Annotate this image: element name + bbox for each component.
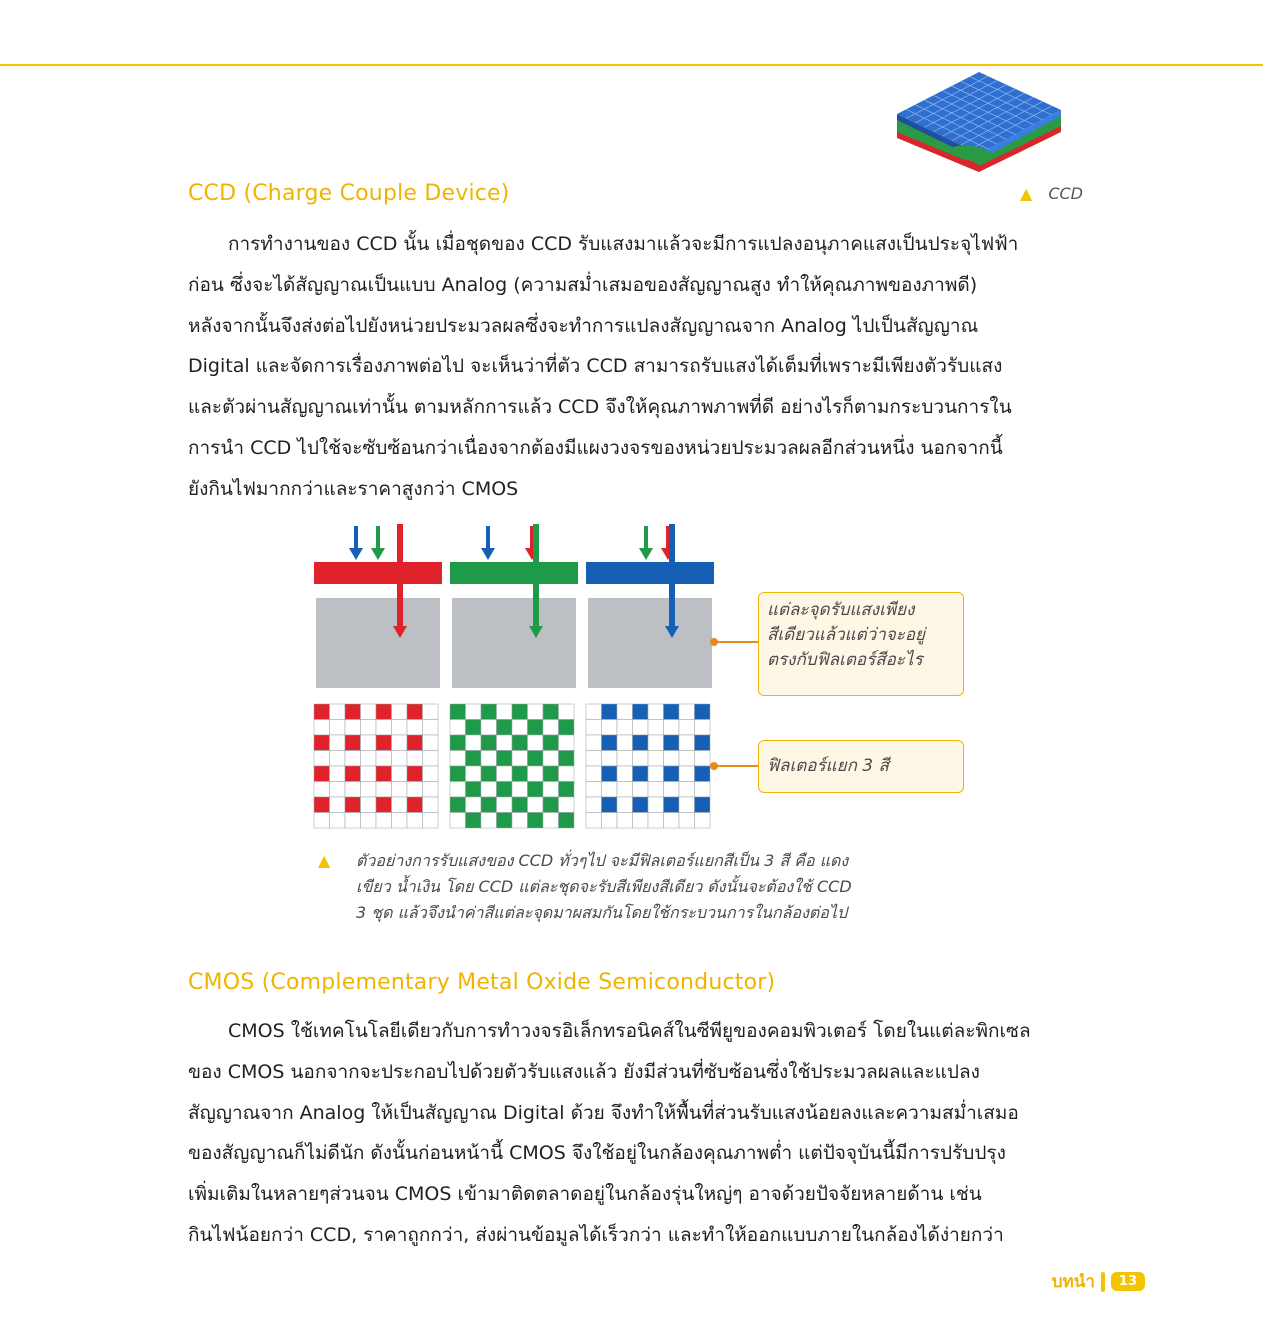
paragraph-line: ยังกินไฟมากกว่าและราคาสูงกว่า CMOS — [188, 477, 519, 500]
filter-cell — [512, 766, 528, 782]
filter-cell — [695, 735, 711, 751]
incoming-arrow-blue-head — [349, 548, 363, 560]
paragraph-line: สัญญาณจาก Analog ให้เป็นสัญญาณ Digital ด้วย จึงทำให้พื้นที่ส่วนรับแสงน้อยลงและความสม่ำเสมอ — [188, 1101, 1019, 1124]
passing-arrow-green — [533, 524, 539, 628]
filter-cell — [330, 751, 346, 767]
passing-arrow-red — [397, 524, 403, 628]
incoming-arrow-blue — [354, 526, 358, 550]
filter-cell — [512, 797, 528, 813]
filter-cell — [481, 751, 497, 767]
filter-cell — [679, 766, 695, 782]
filter-cell — [345, 813, 361, 829]
filter-cell — [392, 766, 408, 782]
filter-cell — [543, 735, 559, 751]
filter-cell — [497, 782, 513, 798]
filter-cell — [602, 782, 618, 798]
filter-cell — [679, 704, 695, 720]
filter-cell — [481, 782, 497, 798]
filter-cell — [512, 813, 528, 829]
filter-cell — [602, 766, 618, 782]
filter-cell — [376, 766, 392, 782]
sensor-block — [588, 598, 712, 688]
filter-cell — [586, 751, 602, 767]
filter-cell — [559, 813, 575, 829]
filter-cell — [423, 720, 439, 736]
filter-cell — [361, 813, 377, 829]
filter-bar-blue — [586, 562, 714, 584]
filter-cell — [407, 813, 423, 829]
filter-cell — [559, 720, 575, 736]
filter-cell — [648, 766, 664, 782]
filter-cell — [695, 720, 711, 736]
leader-dot — [710, 638, 718, 646]
filter-cell — [586, 704, 602, 720]
filter-cell — [695, 751, 711, 767]
incoming-arrow-blue — [486, 526, 490, 550]
passing-arrow-blue — [669, 524, 675, 628]
filter-cell — [695, 766, 711, 782]
filter-bar-green — [450, 562, 578, 584]
filter-cell — [376, 782, 392, 798]
filter-cell — [512, 751, 528, 767]
filter-cell — [586, 735, 602, 751]
filter-cell — [497, 766, 513, 782]
filter-cell — [543, 751, 559, 767]
incoming-arrow-green-head — [371, 548, 385, 560]
filter-cell — [559, 782, 575, 798]
filter-cell — [559, 797, 575, 813]
callout-line: แต่ละจุดรับแสงเพียง — [767, 600, 915, 620]
filter-cell — [586, 797, 602, 813]
filter-cell — [648, 782, 664, 798]
filter-cell — [423, 751, 439, 767]
paragraph-line: ก่อน ซึ่งจะได้สัญญาณเป็นแบบ Analog (ความสม่ำเสมอของสัญญาณสูง ทำให้คุณภาพของภาพดี) — [188, 273, 978, 296]
filter-cell — [559, 735, 575, 751]
paragraph-line: และตัวผ่านสัญญาณเท่านั้น ตามหลักการแล้ว CCD จึงให้คุณภาพภาพที่ดี อย่างไรก็ตามกระบวนการใน — [188, 396, 1012, 419]
filter-cell — [407, 797, 423, 813]
filter-cell — [450, 782, 466, 798]
caption-line: 3 ชุด แล้วจึงนำค่าสีแต่ละจุดมาผสมกันโดยใช้กระบวนการในกล้องต่อไป — [356, 903, 848, 922]
filter-cell — [528, 797, 544, 813]
filter-cell — [633, 813, 649, 829]
filter-cell — [466, 766, 482, 782]
filter-cell — [423, 782, 439, 798]
filter-cell — [648, 735, 664, 751]
filter-cell — [679, 797, 695, 813]
filter-cell — [648, 813, 664, 829]
filter-cell — [617, 720, 633, 736]
filter-cell — [392, 735, 408, 751]
filter-cell — [497, 797, 513, 813]
filter-cell — [314, 720, 330, 736]
ccd-sensor-illustration — [895, 70, 1063, 198]
filter-cell — [664, 751, 680, 767]
filter-cell — [586, 813, 602, 829]
filter-cell — [664, 797, 680, 813]
incoming-arrow-green — [644, 526, 648, 550]
callout-line: สีเดียวแล้วแต่ว่าจะอยู่ — [767, 625, 926, 645]
filter-cell — [481, 720, 497, 736]
filter-cell — [586, 720, 602, 736]
filter-cell — [617, 751, 633, 767]
filter-cell — [392, 751, 408, 767]
filter-cell — [450, 704, 466, 720]
callout-three-color-filter: ฟิลเตอร์แยก 3 สี — [758, 740, 964, 793]
filter-cell — [376, 751, 392, 767]
filter-cell — [466, 704, 482, 720]
filter-cell — [345, 751, 361, 767]
filter-cell — [450, 751, 466, 767]
filter-cell — [345, 735, 361, 751]
filter-cell — [314, 704, 330, 720]
filter-cell — [450, 797, 466, 813]
filter-cell — [497, 720, 513, 736]
filter-cell — [466, 813, 482, 829]
figure-caption — [318, 848, 958, 926]
filter-cell — [543, 782, 559, 798]
filter-cell — [633, 766, 649, 782]
filter-cell — [602, 813, 618, 829]
filter-bar-red — [314, 562, 442, 584]
filter-cell — [361, 735, 377, 751]
filter-cell — [345, 720, 361, 736]
filter-cell — [617, 797, 633, 813]
filter-cell — [314, 751, 330, 767]
filter-cell — [528, 751, 544, 767]
triangle-icon: ▲ — [1020, 184, 1033, 203]
filter-cell — [617, 813, 633, 829]
filter-cell — [528, 720, 544, 736]
ccd-figure-caption — [1020, 184, 1083, 203]
filter-cell — [314, 797, 330, 813]
filter-cell — [466, 782, 482, 798]
filter-cell — [679, 720, 695, 736]
filter-cell — [330, 782, 346, 798]
filter-cell — [679, 751, 695, 767]
caption-line: ตัวอย่างการรับแสงของ CCD ทั่วๆไป จะมีฟิลเตอร์แยกสีเป็น 3 สี คือ แดง — [356, 851, 849, 870]
filter-cell — [466, 735, 482, 751]
filter-cell — [543, 720, 559, 736]
filter-cell — [423, 797, 439, 813]
filter-cell — [679, 813, 695, 829]
filter-cell — [423, 735, 439, 751]
filter-cell — [664, 704, 680, 720]
filter-cell — [664, 782, 680, 798]
filter-cell — [330, 735, 346, 751]
filter-cell — [314, 735, 330, 751]
ccd-paragraph — [188, 224, 1142, 510]
filter-cell — [497, 704, 513, 720]
filter-cell — [466, 720, 482, 736]
filter-cell — [481, 704, 497, 720]
page-number: 13 — [1111, 1272, 1145, 1291]
filter-cell — [528, 766, 544, 782]
filter-cell — [345, 797, 361, 813]
filter-cell — [528, 735, 544, 751]
filter-cell — [330, 720, 346, 736]
filter-cell — [695, 704, 711, 720]
filter-cell — [543, 766, 559, 782]
filter-cell — [330, 766, 346, 782]
chapter-label: บทนำ — [1051, 1272, 1095, 1292]
incoming-arrow-green — [376, 526, 380, 550]
filter-cell — [407, 782, 423, 798]
filter-cell — [528, 813, 544, 829]
filter-cell — [345, 766, 361, 782]
filter-cell — [602, 704, 618, 720]
filter-cell — [481, 735, 497, 751]
triangle-icon: ▲ — [318, 851, 331, 870]
cmos-paragraph — [188, 1011, 1142, 1256]
filter-cell — [602, 720, 618, 736]
filter-cell — [423, 813, 439, 829]
incoming-arrow-green-head — [639, 548, 653, 560]
filter-cell — [376, 704, 392, 720]
filter-cell — [695, 813, 711, 829]
filter-cell — [423, 766, 439, 782]
filter-cell — [376, 797, 392, 813]
filter-cell — [695, 782, 711, 798]
filter-cell — [450, 813, 466, 829]
top-rule — [0, 64, 1263, 66]
section-heading-cmos: CMOS (Complementary Metal Oxide Semiconductor) — [188, 970, 776, 995]
filter-cell — [361, 797, 377, 813]
filter-cell — [679, 782, 695, 798]
leader-dot — [710, 762, 718, 770]
filter-cell — [559, 766, 575, 782]
filter-cell — [361, 766, 377, 782]
paragraph-line: การทำงานของ CCD นั้น เมื่อชุดของ CCD รับแสงมาแล้วจะมีการแปลงอนุภาคแสงเป็นประจุไฟฟ้า — [228, 233, 1019, 255]
sensor-block — [316, 598, 440, 688]
callout-line: ตรงกับฟิลเตอร์สีอะไร — [767, 650, 923, 670]
filter-cell — [423, 704, 439, 720]
filter-cell — [361, 782, 377, 798]
filter-cell — [617, 782, 633, 798]
filter-cell — [512, 735, 528, 751]
filter-cell — [481, 797, 497, 813]
incoming-arrow-blue-head — [481, 548, 495, 560]
filter-cell — [679, 735, 695, 751]
filter-cell — [407, 720, 423, 736]
filter-cell — [345, 704, 361, 720]
filter-cell — [392, 782, 408, 798]
filter-cell — [330, 813, 346, 829]
paragraph-line: กินไฟน้อยกว่า CCD, ราคาถูกกว่า, ส่งผ่านข้อมูลได้เร็วกว่า และทำให้ออกแบบภายในกล้องได้ง่ายกว่า — [188, 1223, 1004, 1246]
filter-cell — [633, 735, 649, 751]
filter-cell — [466, 751, 482, 767]
filter-cell — [633, 751, 649, 767]
filter-cell — [497, 751, 513, 767]
sensor-block — [452, 598, 576, 688]
filter-cell — [664, 735, 680, 751]
filter-cell — [543, 813, 559, 829]
filter-cell — [361, 751, 377, 767]
filter-cell — [392, 797, 408, 813]
page-footer — [1052, 1268, 1145, 1295]
filter-cell — [481, 766, 497, 782]
filter-cell — [602, 735, 618, 751]
filter-cell — [314, 813, 330, 829]
filter-cell — [512, 704, 528, 720]
filter-cell — [617, 766, 633, 782]
filter-cell — [559, 704, 575, 720]
filter-cell — [586, 766, 602, 782]
filter-cell — [376, 735, 392, 751]
filter-cell — [602, 751, 618, 767]
caption-line: เขียว น้ำเงิน โดย CCD แต่ละชุดจะรับสีเพียงสีเดียว ดังนั้นจะต้องใช้ CCD — [356, 877, 852, 896]
paragraph-line: ของสัญญาณก็ไม่ดีนัก ดังนั้นก่อนหน้านี้ CMOS จึงใช้อยู่ในกล้องคุณภาพต่ำ แต่ปัจจุบันนี้มีการปรับปรุง — [188, 1142, 1006, 1165]
paragraph-line: หลังจากนั้นจึงส่งต่อไปยังหน่วยประมวลผลซึ่งจะทำการแปลงสัญญาณจาก Analog ไปเป็นสัญญาณ — [188, 314, 979, 337]
footer-divider — [1101, 1272, 1105, 1292]
filter-cell — [392, 704, 408, 720]
filter-cell — [695, 797, 711, 813]
filter-cell — [528, 704, 544, 720]
filter-cell — [664, 766, 680, 782]
filter-cell — [466, 797, 482, 813]
filter-cell — [392, 720, 408, 736]
section-heading-ccd: CCD (Charge Couple Device) — [188, 181, 510, 206]
paragraph-line: เพิ่มเติมในหลายๆส่วนจน CMOS เข้ามาติดตลาดอยู่ในกล้องรุ่นใหญ่ๆ อาจด้วยปัจจัยหลายด้าน เช่น — [188, 1183, 982, 1206]
filter-cell — [633, 782, 649, 798]
filter-cell — [528, 782, 544, 798]
filter-cell — [512, 720, 528, 736]
filter-cell — [407, 751, 423, 767]
filter-cell — [450, 720, 466, 736]
filter-cell — [407, 766, 423, 782]
filter-cell — [361, 704, 377, 720]
filter-cell — [617, 735, 633, 751]
paragraph-line: การนำ CCD ไปใช้จะซับซ้อนกว่าเนื่องจากต้องมีแผงวงจรของหน่วยประมวลผลอีกส่วนหนึ่ง นอกจากนี้ — [188, 436, 1003, 459]
filter-cell — [497, 735, 513, 751]
filter-cell — [361, 720, 377, 736]
paragraph-line: Digital และจัดการเรื่องภาพต่อไป จะเห็นว่าที่ตัว CCD สามารถรับแสงได้เต็มที่เพราะมีเพียงตัวรับแสง — [188, 355, 1003, 378]
filter-cell — [617, 704, 633, 720]
filter-cell — [392, 813, 408, 829]
paragraph-line: ของ CMOS นอกจากจะประกอบไปด้วยตัวรับแสงแล้ว ยังมีส่วนที่ซับซ้อนซึ่งใช้ประมวลผลและแปลง — [188, 1060, 980, 1083]
filter-cell — [648, 720, 664, 736]
filter-cell — [664, 813, 680, 829]
filter-cell — [648, 751, 664, 767]
paragraph-line: CMOS ใช้เทคโนโลยีเดียวกับการทำวงจรอิเล็กทรอนิคส์ในซีพียูของคอมพิวเตอร์ โดยในแต่ละพิกเซล — [228, 1020, 1031, 1042]
filter-cell — [648, 704, 664, 720]
filter-cell — [450, 766, 466, 782]
filter-cell — [314, 782, 330, 798]
filter-cell — [633, 704, 649, 720]
filter-cell — [648, 797, 664, 813]
callout-single-color-pixel — [758, 592, 964, 696]
filter-cell — [330, 797, 346, 813]
filter-cell — [407, 704, 423, 720]
filter-cell — [330, 704, 346, 720]
filter-cell — [559, 751, 575, 767]
filter-cell — [543, 797, 559, 813]
filter-cell — [345, 782, 361, 798]
filter-cell — [497, 813, 513, 829]
filter-cell — [376, 813, 392, 829]
filter-cell — [586, 782, 602, 798]
filter-cell — [314, 766, 330, 782]
filter-cell — [450, 735, 466, 751]
ccd-caption-text: CCD — [1048, 184, 1083, 203]
filter-cell — [376, 720, 392, 736]
filter-cell — [543, 704, 559, 720]
filter-cell — [602, 797, 618, 813]
filter-cell — [664, 720, 680, 736]
filter-cell — [407, 735, 423, 751]
filter-cell — [512, 782, 528, 798]
filter-cell — [633, 797, 649, 813]
filter-cell — [481, 813, 497, 829]
filter-cell — [633, 720, 649, 736]
